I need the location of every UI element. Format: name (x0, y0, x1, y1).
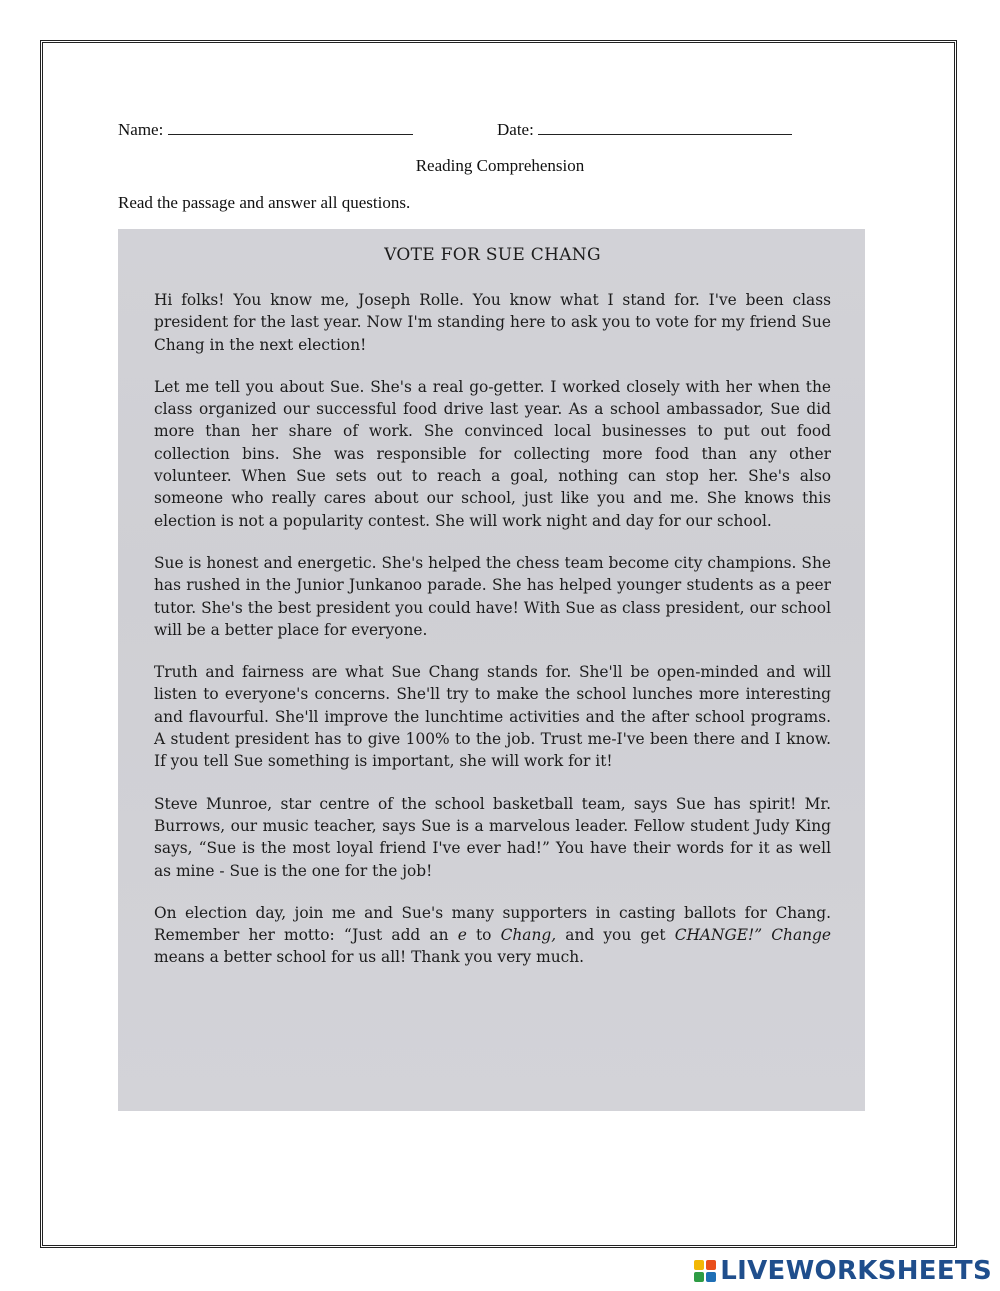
closing-text-a: On election day, join me and Sue's many supporters in casting ballots for Chang. Remember her motto: “Just add an (154, 903, 831, 945)
closing-text-end: means a better school for us all! Thank you very much. (154, 948, 585, 967)
liveworksheets-logo[interactable] (694, 1256, 992, 1286)
name-blank[interactable] (168, 118, 413, 135)
closing-text-b: to (466, 926, 501, 945)
closing-text-c: and you get (556, 926, 675, 945)
passage-paragraph: Let me tell you about Sue. She's a real go-getter. I worked closely with her when the class organized our successful food drive last year. As a school ambassador, Sue did more than her share of work. She convinced local businesses to put out food collection bins. She was responsible for collecting more food than any other volunteer. When Sue sets out to reach a goal, nothing can stop her. She's also someone who really cares about our school, just like you and me. She knows this election is not a popularity contest. She will work night and day for our school. (154, 377, 831, 530)
passage-paragraph: Hi folks! You know me, Joseph Rolle. You know what I stand for. I've been class president for the last year. Now I'm standing here to ask you to vote for my friend Sue Chang in the next election! (154, 291, 831, 354)
page-title: Reading Comprehension (415, 156, 585, 175)
passage-paragraph: Sue is honest and energetic. She's helped the chess team become city champions. She has rushed in the Junior Junkanoo parade. She has helped younger students as a peer tutor. She's the best president you could have! With Sue as class president, our school will be a better place for everyone. (154, 553, 831, 639)
name-label: Name: (118, 120, 164, 139)
closing-change-caps: CHANGE!” (674, 926, 763, 945)
passage-image (118, 229, 865, 1111)
date-field-row (497, 118, 792, 140)
closing-chang: Chang, (500, 926, 557, 945)
passage-title: VOTE FOR SUE CHANG (384, 245, 601, 265)
passage-paragraph: Steve Munroe, star centre of the school basketball team, says Sue has spirit! Mr. Burrows, our music teacher, says Sue is a marvelous leader. Fellow student Judy King says, “Sue is the most loyal friend I've ever had!” You have their words for it as well as mine - Sue is the one for the job! (154, 794, 831, 880)
date-label: Date: (497, 120, 534, 139)
closing-change: Change (771, 926, 832, 945)
closing-letter-e: e (457, 926, 467, 945)
passage-paragraph-closing (154, 902, 831, 969)
instructions: Read the passage and answer all questions. (118, 193, 411, 212)
closing-text-d (762, 926, 771, 944)
logo-blocks-icon (694, 1260, 716, 1282)
name-field-row (118, 118, 413, 140)
passage-paragraph: Truth and fairness are what Sue Chang stands for. She'll be open-minded and will listen to everyone's concerns. She'll try to make the school lunches more interesting and flavourful. She'll improve the lunchtime activities and the after school programs. A student president has to give 100% to the job. Trust me-I've been there and I know. If you tell Sue something is important, she will work for it! (154, 663, 831, 771)
date-blank[interactable] (538, 118, 792, 135)
logo-text: LIVEWORKSHEETS (720, 1256, 992, 1286)
